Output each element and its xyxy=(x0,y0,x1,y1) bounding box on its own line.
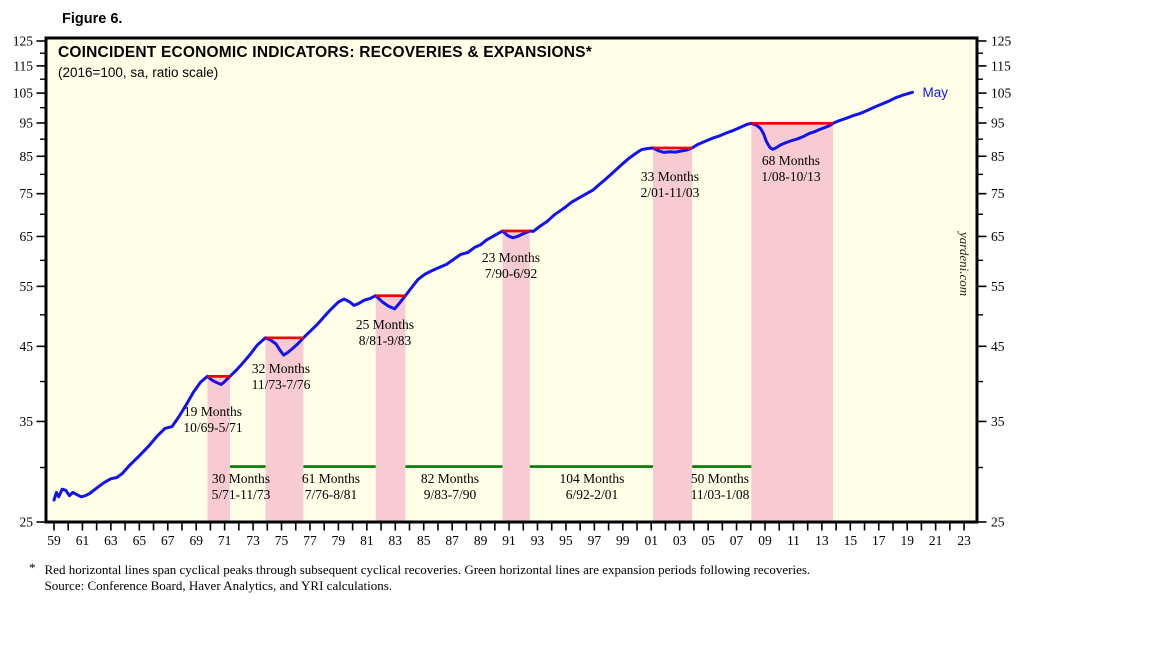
expansion-label-months: 61 Months xyxy=(301,471,361,486)
expansion-label-months: 30 Months xyxy=(211,471,271,486)
footnote-line1: Red horizontal lines span cyclical peaks through subsequent cyclical recoveries. Green horizontal lines are expansion periods following recoveries. xyxy=(44,562,811,577)
x-axis-tick-label: 93 xyxy=(530,533,545,548)
x-axis-tick-label: 69 xyxy=(189,533,203,548)
x-axis-tick-label: 67 xyxy=(161,533,175,548)
x-axis-tick-label: 23 xyxy=(957,533,971,548)
y-axis-tick-label: 115 xyxy=(991,58,1011,74)
chart-subtitle: (2016=100, sa, ratio scale) xyxy=(58,65,219,80)
recovery-label-dates: 7/90-6/92 xyxy=(484,266,538,281)
y-axis-tick-label: 25 xyxy=(19,514,33,530)
y-axis-tick-label: 65 xyxy=(991,228,1005,244)
y-axis-tick-label: 75 xyxy=(19,186,33,202)
expansion-label-months: 50 Months xyxy=(690,471,750,486)
yardeni-watermark: yardeni.com xyxy=(957,232,972,297)
x-axis-tick-label: 05 xyxy=(701,533,715,548)
recovery-label-dates: 10/69-5/71 xyxy=(183,420,243,435)
recovery-label-months: 68 Months xyxy=(761,153,821,168)
y-axis-tick-label: 25 xyxy=(991,514,1005,530)
recovery-label-dates: 11/73-7/76 xyxy=(251,377,311,392)
y-axis-tick-label: 75 xyxy=(991,186,1005,202)
footnote-text xyxy=(45,562,811,594)
y-axis-tick-label: 125 xyxy=(12,33,33,49)
x-axis-tick-label: 99 xyxy=(616,533,630,548)
x-axis-tick-label: 17 xyxy=(872,533,886,548)
expansion-label-months: 82 Months xyxy=(420,471,480,486)
y-axis-tick-label: 105 xyxy=(12,85,33,101)
y-axis-tick-label: 35 xyxy=(19,413,33,429)
recovery-label-dates: 1/08-10/13 xyxy=(761,169,821,184)
y-axis-tick-label: 115 xyxy=(13,58,33,74)
x-axis-tick-label: 85 xyxy=(416,533,431,548)
figure-label: Figure 6. xyxy=(62,11,123,27)
expansion-label-dates: 9/83-7/90 xyxy=(423,487,477,502)
y-axis-tick-label: 105 xyxy=(991,85,1012,101)
y-axis-tick-label: 95 xyxy=(19,115,33,131)
x-axis-tick-label: 01 xyxy=(644,533,658,548)
footnote-asterisk: * xyxy=(29,560,36,575)
footnote xyxy=(29,562,1129,594)
y-axis-tick-label: 125 xyxy=(991,33,1012,49)
x-axis-tick-label: 19 xyxy=(900,533,914,548)
y-axis-tick-label: 85 xyxy=(991,148,1005,164)
x-axis-tick-label: 09 xyxy=(758,533,772,548)
footnote-line2: Source: Conference Board, Haver Analytics, and YRI calculations. xyxy=(44,578,393,593)
x-axis-tick-label: 13 xyxy=(815,533,829,548)
x-axis-tick-label: 03 xyxy=(672,533,687,548)
y-axis-tick-label: 45 xyxy=(19,338,33,354)
recovery-label-dates: 2/01-11/03 xyxy=(640,185,700,200)
y-axis-tick-label: 95 xyxy=(991,115,1005,131)
recovery-label-months: 32 Months xyxy=(251,361,311,376)
recovery-label-months: 19 Months xyxy=(183,404,243,419)
latest-point-label: May xyxy=(922,84,948,100)
x-axis-tick-label: 95 xyxy=(559,533,573,548)
x-axis-tick-label: 97 xyxy=(587,533,602,548)
x-axis-tick-label: 07 xyxy=(729,533,744,548)
x-axis-tick-label: 73 xyxy=(246,533,260,548)
x-axis-tick-label: 89 xyxy=(473,533,488,548)
x-axis-tick-label: 77 xyxy=(303,533,317,548)
recovery-label-months: 33 Months xyxy=(640,169,700,184)
x-axis-tick-label: 87 xyxy=(445,533,459,548)
y-axis-tick-label: 85 xyxy=(19,148,33,164)
y-axis-tick-label: 35 xyxy=(991,413,1005,429)
expansion-label-months: 104 Months xyxy=(559,471,625,486)
x-axis-tick-label: 21 xyxy=(928,533,943,548)
x-axis-tick-label: 83 xyxy=(388,533,403,548)
chart-title: COINCIDENT ECONOMIC INDICATORS: RECOVERIES & EXPANSIONS* xyxy=(58,44,592,61)
x-axis-tick-label: 75 xyxy=(274,533,289,548)
expansion-label-dates: 6/92-2/01 xyxy=(565,487,619,502)
x-axis-tick-label: 15 xyxy=(843,533,858,548)
y-axis-tick-label: 45 xyxy=(991,338,1005,354)
x-axis-tick-label: 65 xyxy=(132,533,147,548)
recovery-band xyxy=(653,148,692,522)
x-axis-tick-label: 61 xyxy=(75,533,90,548)
x-axis-tick-label: 11 xyxy=(786,533,800,548)
y-axis-tick-label: 65 xyxy=(19,228,33,244)
y-axis-tick-label: 55 xyxy=(19,278,33,294)
y-axis-tick-label: 55 xyxy=(991,278,1005,294)
expansion-label-dates: 7/76-8/81 xyxy=(304,487,358,502)
x-axis-tick-label: 63 xyxy=(104,533,118,548)
recovery-label-months: 23 Months xyxy=(481,250,541,265)
x-axis-tick-label: 91 xyxy=(502,533,516,548)
x-axis-tick-label: 81 xyxy=(360,533,374,548)
recovery-label-months: 25 Months xyxy=(355,317,415,332)
recovery-label-dates: 8/81-9/83 xyxy=(358,333,412,348)
expansion-label-dates: 5/71-11/73 xyxy=(211,487,271,502)
x-axis-tick-label: 59 xyxy=(47,533,61,548)
x-axis-tick-label: 79 xyxy=(331,533,346,548)
expansion-label-dates: 11/03-1/08 xyxy=(690,487,750,502)
x-axis-tick-label: 71 xyxy=(217,533,232,548)
